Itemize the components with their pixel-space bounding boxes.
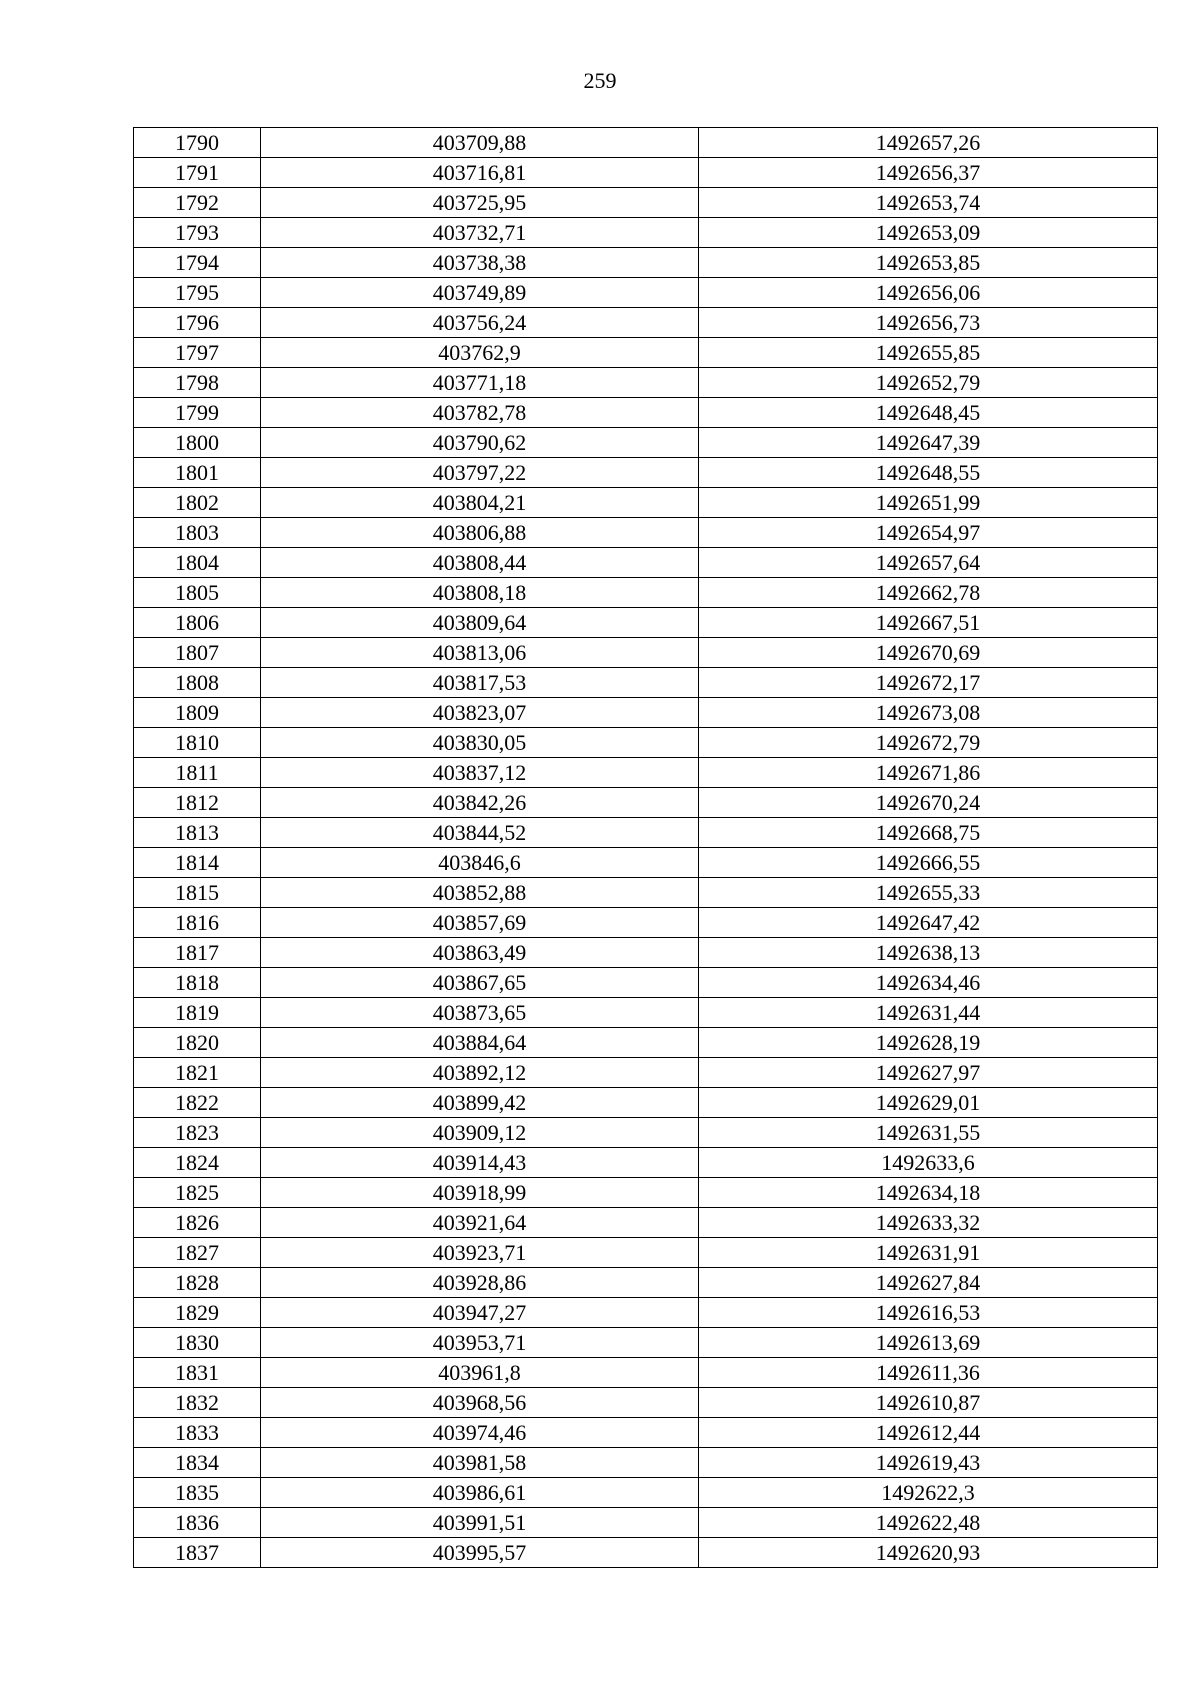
table-row [134,1268,1158,1298]
point-number-cell: 1818 [134,968,261,998]
x-coordinate-cell: 403923,71 [261,1238,699,1268]
table-row [134,278,1158,308]
x-coordinate-cell: 403899,42 [261,1088,699,1118]
x-coordinate-cell: 403918,99 [261,1178,699,1208]
point-number-cell: 1816 [134,908,261,938]
x-coordinate-cell: 403842,26 [261,788,699,818]
point-number-cell: 1837 [134,1538,261,1568]
point-number-cell: 1813 [134,818,261,848]
point-number-cell: 1825 [134,1178,261,1208]
table-row [134,158,1158,188]
x-coordinate-cell: 403947,27 [261,1298,699,1328]
x-coordinate-cell: 403797,22 [261,458,699,488]
y-coordinate-cell: 1492670,69 [699,638,1158,668]
point-number-cell: 1823 [134,1118,261,1148]
point-number-cell: 1820 [134,1028,261,1058]
x-coordinate-cell: 403914,43 [261,1148,699,1178]
x-coordinate-cell: 403961,8 [261,1358,699,1388]
table-row [134,668,1158,698]
table-row [134,428,1158,458]
y-coordinate-cell: 1492622,3 [699,1478,1158,1508]
x-coordinate-cell: 403804,21 [261,488,699,518]
point-number-cell: 1812 [134,788,261,818]
table-row [134,188,1158,218]
y-coordinate-cell: 1492619,43 [699,1448,1158,1478]
table-row [134,1298,1158,1328]
x-coordinate-cell: 403762,9 [261,338,699,368]
y-coordinate-cell: 1492634,18 [699,1178,1158,1208]
x-coordinate-cell: 403725,95 [261,188,699,218]
x-coordinate-cell: 403756,24 [261,308,699,338]
table-row [134,518,1158,548]
x-coordinate-cell: 403892,12 [261,1058,699,1088]
x-coordinate-cell: 403995,57 [261,1538,699,1568]
x-coordinate-cell: 403732,71 [261,218,699,248]
point-number-cell: 1793 [134,218,261,248]
x-coordinate-cell: 403709,88 [261,128,699,158]
point-number-cell: 1811 [134,758,261,788]
y-coordinate-cell: 1492622,48 [699,1508,1158,1538]
table-row [134,1388,1158,1418]
y-coordinate-cell: 1492656,37 [699,158,1158,188]
y-coordinate-cell: 1492653,74 [699,188,1158,218]
x-coordinate-cell: 403857,69 [261,908,699,938]
point-number-cell: 1796 [134,308,261,338]
point-number-cell: 1809 [134,698,261,728]
y-coordinate-cell: 1492655,33 [699,878,1158,908]
y-coordinate-cell: 1492631,91 [699,1238,1158,1268]
y-coordinate-cell: 1492610,87 [699,1388,1158,1418]
page-number: 259 [583,68,617,93]
y-coordinate-cell: 1492647,42 [699,908,1158,938]
y-coordinate-cell: 1492631,55 [699,1118,1158,1148]
table-row [134,1358,1158,1388]
x-coordinate-cell: 403974,46 [261,1418,699,1448]
point-number-cell: 1826 [134,1208,261,1238]
x-coordinate-cell: 403968,56 [261,1388,699,1418]
point-number-cell: 1800 [134,428,261,458]
coordinates-table-body [134,128,1158,1568]
x-coordinate-cell: 403921,64 [261,1208,699,1238]
y-coordinate-cell: 1492620,93 [699,1538,1158,1568]
point-number-cell: 1835 [134,1478,261,1508]
x-coordinate-cell: 403823,07 [261,698,699,728]
point-number-cell: 1808 [134,668,261,698]
x-coordinate-cell: 403863,49 [261,938,699,968]
x-coordinate-cell: 403837,12 [261,758,699,788]
point-number-cell: 1810 [134,728,261,758]
x-coordinate-cell: 403846,6 [261,848,699,878]
point-number-cell: 1833 [134,1418,261,1448]
table-row [134,1328,1158,1358]
y-coordinate-cell: 1492611,36 [699,1358,1158,1388]
table-row [134,638,1158,668]
y-coordinate-cell: 1492648,55 [699,458,1158,488]
y-coordinate-cell: 1492647,39 [699,428,1158,458]
table-row [134,368,1158,398]
point-number-cell: 1827 [134,1238,261,1268]
y-coordinate-cell: 1492633,6 [699,1148,1158,1178]
table-row [134,788,1158,818]
x-coordinate-cell: 403782,78 [261,398,699,428]
x-coordinate-cell: 403986,61 [261,1478,699,1508]
table-row [134,338,1158,368]
x-coordinate-cell: 403808,18 [261,578,699,608]
table-row [134,1538,1158,1568]
x-coordinate-cell: 403813,06 [261,638,699,668]
point-number-cell: 1799 [134,398,261,428]
x-coordinate-cell: 403884,64 [261,1028,699,1058]
table-row [134,1058,1158,1088]
point-number-cell: 1815 [134,878,261,908]
point-number-cell: 1830 [134,1328,261,1358]
point-number-cell: 1831 [134,1358,261,1388]
coordinates-table [133,127,1158,1568]
table-row [134,1478,1158,1508]
table-row [134,218,1158,248]
table-row [134,1148,1158,1178]
x-coordinate-cell: 403830,05 [261,728,699,758]
y-coordinate-cell: 1492655,85 [699,338,1158,368]
table-row [134,878,1158,908]
table-row [134,758,1158,788]
x-coordinate-cell: 403867,65 [261,968,699,998]
x-coordinate-cell: 403909,12 [261,1118,699,1148]
point-number-cell: 1794 [134,248,261,278]
point-number-cell: 1834 [134,1448,261,1478]
x-coordinate-cell: 403852,88 [261,878,699,908]
table-row [134,1508,1158,1538]
y-coordinate-cell: 1492631,44 [699,998,1158,1028]
point-number-cell: 1824 [134,1148,261,1178]
point-number-cell: 1806 [134,608,261,638]
table-row [134,578,1158,608]
y-coordinate-cell: 1492627,97 [699,1058,1158,1088]
table-row [134,1448,1158,1478]
y-coordinate-cell: 1492627,84 [699,1268,1158,1298]
y-coordinate-cell: 1492654,97 [699,518,1158,548]
y-coordinate-cell: 1492613,69 [699,1328,1158,1358]
y-coordinate-cell: 1492651,99 [699,488,1158,518]
y-coordinate-cell: 1492671,86 [699,758,1158,788]
y-coordinate-cell: 1492638,13 [699,938,1158,968]
point-number-cell: 1828 [134,1268,261,1298]
point-number-cell: 1791 [134,158,261,188]
y-coordinate-cell: 1492672,17 [699,668,1158,698]
table-row [134,1208,1158,1238]
x-coordinate-cell: 403806,88 [261,518,699,548]
y-coordinate-cell: 1492633,32 [699,1208,1158,1238]
point-number-cell: 1807 [134,638,261,668]
point-number-cell: 1801 [134,458,261,488]
point-number-cell: 1790 [134,128,261,158]
y-coordinate-cell: 1492628,19 [699,1028,1158,1058]
x-coordinate-cell: 403928,86 [261,1268,699,1298]
y-coordinate-cell: 1492667,51 [699,608,1158,638]
x-coordinate-cell: 403738,38 [261,248,699,278]
y-coordinate-cell: 1492616,53 [699,1298,1158,1328]
table-row [134,1118,1158,1148]
table-row [134,1088,1158,1118]
table-row [134,968,1158,998]
point-number-cell: 1819 [134,998,261,1028]
y-coordinate-cell: 1492673,08 [699,698,1158,728]
y-coordinate-cell: 1492653,09 [699,218,1158,248]
y-coordinate-cell: 1492612,44 [699,1418,1158,1448]
point-number-cell: 1836 [134,1508,261,1538]
y-coordinate-cell: 1492648,45 [699,398,1158,428]
y-coordinate-cell: 1492656,73 [699,308,1158,338]
table-row [134,1028,1158,1058]
y-coordinate-cell: 1492672,79 [699,728,1158,758]
table-row [134,848,1158,878]
table-row [134,458,1158,488]
y-coordinate-cell: 1492670,24 [699,788,1158,818]
x-coordinate-cell: 403817,53 [261,668,699,698]
point-number-cell: 1829 [134,1298,261,1328]
table-row [134,908,1158,938]
y-coordinate-cell: 1492656,06 [699,278,1158,308]
point-number-cell: 1797 [134,338,261,368]
y-coordinate-cell: 1492668,75 [699,818,1158,848]
x-coordinate-cell: 403771,18 [261,368,699,398]
point-number-cell: 1804 [134,548,261,578]
x-coordinate-cell: 403844,52 [261,818,699,848]
point-number-cell: 1798 [134,368,261,398]
point-number-cell: 1792 [134,188,261,218]
x-coordinate-cell: 403981,58 [261,1448,699,1478]
table-row [134,548,1158,578]
point-number-cell: 1814 [134,848,261,878]
table-row [134,1418,1158,1448]
table-row [134,1178,1158,1208]
y-coordinate-cell: 1492657,64 [699,548,1158,578]
point-number-cell: 1817 [134,938,261,968]
table-row [134,488,1158,518]
y-coordinate-cell: 1492634,46 [699,968,1158,998]
table-row [134,608,1158,638]
x-coordinate-cell: 403873,65 [261,998,699,1028]
x-coordinate-cell: 403790,62 [261,428,699,458]
y-coordinate-cell: 1492652,79 [699,368,1158,398]
table-row [134,728,1158,758]
table-row [134,308,1158,338]
y-coordinate-cell: 1492666,55 [699,848,1158,878]
point-number-cell: 1802 [134,488,261,518]
x-coordinate-cell: 403716,81 [261,158,699,188]
point-number-cell: 1795 [134,278,261,308]
y-coordinate-cell: 1492657,26 [699,128,1158,158]
point-number-cell: 1803 [134,518,261,548]
x-coordinate-cell: 403953,71 [261,1328,699,1358]
table-row [134,698,1158,728]
table-row [134,398,1158,428]
y-coordinate-cell: 1492629,01 [699,1088,1158,1118]
table-row [134,818,1158,848]
y-coordinate-cell: 1492653,85 [699,248,1158,278]
point-number-cell: 1821 [134,1058,261,1088]
table-row [134,998,1158,1028]
x-coordinate-cell: 403808,44 [261,548,699,578]
table-row [134,248,1158,278]
x-coordinate-cell: 403809,64 [261,608,699,638]
x-coordinate-cell: 403749,89 [261,278,699,308]
point-number-cell: 1805 [134,578,261,608]
y-coordinate-cell: 1492662,78 [699,578,1158,608]
point-number-cell: 1832 [134,1388,261,1418]
table-row [134,1238,1158,1268]
table-row [134,938,1158,968]
point-number-cell: 1822 [134,1088,261,1118]
table-row [134,128,1158,158]
x-coordinate-cell: 403991,51 [261,1508,699,1538]
